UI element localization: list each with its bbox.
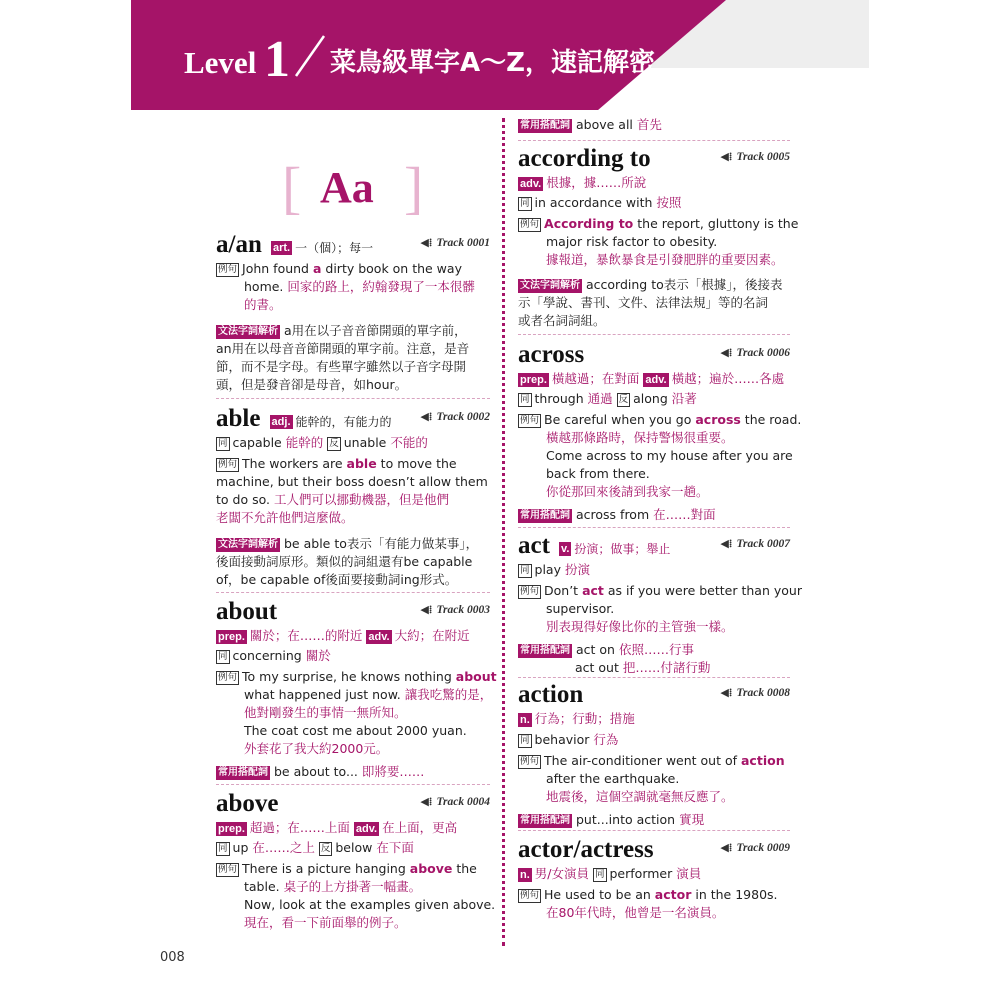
right-bracket-icon: ] (404, 155, 424, 220)
entry-across: across ◀⁞ Track 0006 prep. 橫越過；在對面 adv. 橫越；遍於……各處 同 through 通過 反 along 沿著 例句 Be careful when you go across the road. 橫越那條路時，保持警惕很重要。 Come across to my house after you are back from there. 你從那回來後請到我家一趟。 常用搭配詞 across from 在……對面 (518, 341, 802, 522)
antonym-label: 反 (329, 437, 339, 449)
antonym-label: 反 (320, 842, 331, 854)
track-label: ◀⁞ Track 0002 (420, 411, 490, 423)
collocation-label: 常用搭配詞 (520, 814, 570, 826)
grammar-label: 文法字詞解析 (218, 325, 278, 337)
speaker-icon: ◀⁞ (420, 237, 433, 249)
example-label: 例句 (520, 414, 540, 426)
headword: actor/actress (518, 836, 654, 863)
example-label: 例句 (520, 889, 540, 901)
synonym-label: 同 (218, 650, 228, 662)
speaker-icon: ◀⁞ (720, 842, 733, 854)
headword: according to (518, 145, 651, 172)
entry-separator (518, 677, 790, 678)
entry-separator (518, 830, 790, 831)
headword: about (216, 598, 278, 625)
entry-able: able adj. 能幹的，有能力的 ◀⁞ Track 0002 同 capable 能幹的 反 unable 不能的 例句 The workers are able to move the machine, but their boss doesn’t allow them to do so. 工人們可以挪動機器，但是他們 老闆不允許他們這麼做。 文法字詞解析 be able to表示「有能力做某事」， 後面接動詞原形。類似的詞組還有be capable of，be capable of後面要接動詞ing形式。 (216, 405, 490, 587)
entry-above: above ◀⁞ Track 0004 prep. 超過；在……上面 adv. 在上面，更高 同 up 在……之上 反 below 在下面 例句 There is a picture hanging above the table. 桌子的上方掛著一幅畫。 Now, look at the examples given above. 現在，看一下前面舉的例子。 (216, 790, 496, 930)
speaker-icon: ◀⁞ (720, 538, 733, 550)
meaning: 扮演；做事；舉止 (574, 542, 671, 556)
entry-separator (216, 398, 490, 399)
column-divider (502, 118, 505, 946)
synonym-label: 同 (520, 393, 530, 405)
track-label: ◀⁞ Track 0006 (720, 347, 790, 359)
collocation-label: 常用搭配詞 (520, 509, 570, 521)
entry-separator (518, 140, 790, 141)
headword: above (216, 790, 279, 817)
entry-actor-actress: actor/actress ◀⁞ Track 0009 n. 男/女演員 同 performer 演員 例句 He used to be an actor in the 1980s. 在80年代時，他曾是一名演員。 (518, 836, 790, 920)
grammar-label: 文法字詞解析 (520, 279, 580, 291)
track-label: ◀⁞ Track 0004 (420, 796, 490, 808)
example-label: 例句 (218, 263, 238, 275)
synonym-label: 同 (218, 437, 228, 449)
headword: able (216, 405, 261, 432)
grammar-label: 文法字詞解析 (218, 538, 278, 550)
entry-separator (216, 784, 490, 785)
section-letter-heading (282, 155, 424, 220)
collocation-label: 常用搭配詞 (520, 119, 570, 131)
entry-separator (518, 334, 790, 335)
example-label: 例句 (218, 458, 238, 470)
meaning: 一（個）；每一 (295, 241, 374, 255)
speaker-icon: ◀⁞ (420, 604, 433, 616)
track-label: ◀⁞ Track 0007 (720, 538, 790, 550)
collocation-label: 常用搭配詞 (218, 766, 268, 778)
pos-tag: v. (561, 542, 570, 555)
meaning: 能幹的，有能力的 (295, 415, 392, 429)
headword: across (518, 341, 585, 368)
speaker-icon: ◀⁞ (720, 687, 733, 699)
level-word: Level (184, 45, 257, 80)
collocation-label: 常用搭配詞 (520, 644, 570, 656)
left-bracket-icon: [ (282, 155, 302, 220)
entry-about: about ◀⁞ Track 0003 prep. 關於；在……的附近 adv. 大約；在附近 同 concerning 關於 例句 To my surprise, he knows nothing about what happened just now. 讓我吃驚的是， 他對剛發生的事情一無所知。 The coat cost me about 2000 yuan. 外套花了我大約2000元。 常用搭配詞 be about to... 即將要…… (216, 598, 497, 779)
speaker-icon: ◀⁞ (420, 796, 433, 808)
track-label: ◀⁞ Track 0003 (420, 604, 490, 616)
synonym-label: 同 (218, 842, 228, 854)
page-number: 008 (160, 950, 185, 965)
entry-according-to: according to ◀⁞ Track 0005 adv. 根據，據……所說 同 in accordance with 按照 例句 According to the report, gluttony is the major risk factor to obesity. 據報道，暴飲暴食是引發肥胖的重要因素。 文法字詞解析 according to表示「根據」，後接表 示「學說、書刊、文件、法律法規」等的名詞 或者名詞詞組。 (518, 145, 799, 328)
synonym-label: 同 (520, 564, 530, 576)
example-label: 例句 (218, 863, 238, 875)
example-label: 例句 (520, 585, 540, 597)
speaker-icon: ◀⁞ (420, 411, 433, 423)
speaker-icon: ◀⁞ (720, 347, 733, 359)
example-label: 例句 (520, 218, 540, 230)
entry-action: action ◀⁞ Track 0008 n. 行為；行動；措施 同 behavior 行為 例句 The air-conditioner went out of action after the earthquake. 地震後，這個空調就毫無反應了。 常用搭配詞 put...into action 實現 (518, 681, 790, 827)
pos-tag: art. (272, 241, 291, 254)
synonym-label: 同 (520, 197, 530, 209)
slash-icon (292, 34, 328, 78)
example-label: 例句 (218, 671, 238, 683)
pos-tag: adj. (271, 415, 291, 428)
level-number: 1 (264, 31, 290, 88)
entry-a-an: a/an art. 一（個）；每一 ◀⁞ Track 0001 例句 John found a dirty book on the way home. 回家的路上，約翰發現了一本很髒 的書。 文法字詞解析 a用在以子音音節開頭的單字前， an用在以母音音節開頭的單字前。注意，是音 節，而不是字母。有些單字雖然以子音字母開 頭，但是發音卻是母音，如hour。 (216, 231, 490, 392)
entry-act: act v. 扮演；做事；舉止 ◀⁞ Track 0007 同 play 扮演 例句 Don’t act as if you were better than your supervisor. 別表現得好像比你的主管強一樣。 常用搭配詞 act on 依照……行事 act out 把……付諸行動 (518, 532, 802, 675)
section-letter: Aa (320, 163, 374, 212)
track-label: ◀⁞ Track 0009 (720, 842, 790, 854)
track-label: ◀⁞ Track 0001 (420, 237, 490, 249)
page-title: 菜鳥級單字A～Z，速記解密 (330, 48, 655, 78)
entry-separator (216, 592, 490, 593)
headword: act (518, 532, 550, 559)
track-label: ◀⁞ Track 0008 (720, 687, 790, 699)
headword: a/an (216, 231, 262, 258)
example-label: 例句 (520, 755, 540, 767)
collocation-above-all: 常用搭配詞 above all 首先 (520, 117, 662, 132)
headword: action (518, 681, 584, 708)
antonym-label: 反 (618, 393, 629, 405)
entry-separator (518, 527, 790, 528)
synonym-label: 同 (594, 868, 605, 880)
speaker-icon: ◀⁞ (720, 151, 733, 163)
track-label: ◀⁞ Track 0005 (720, 151, 790, 163)
synonym-label: 同 (520, 734, 530, 746)
